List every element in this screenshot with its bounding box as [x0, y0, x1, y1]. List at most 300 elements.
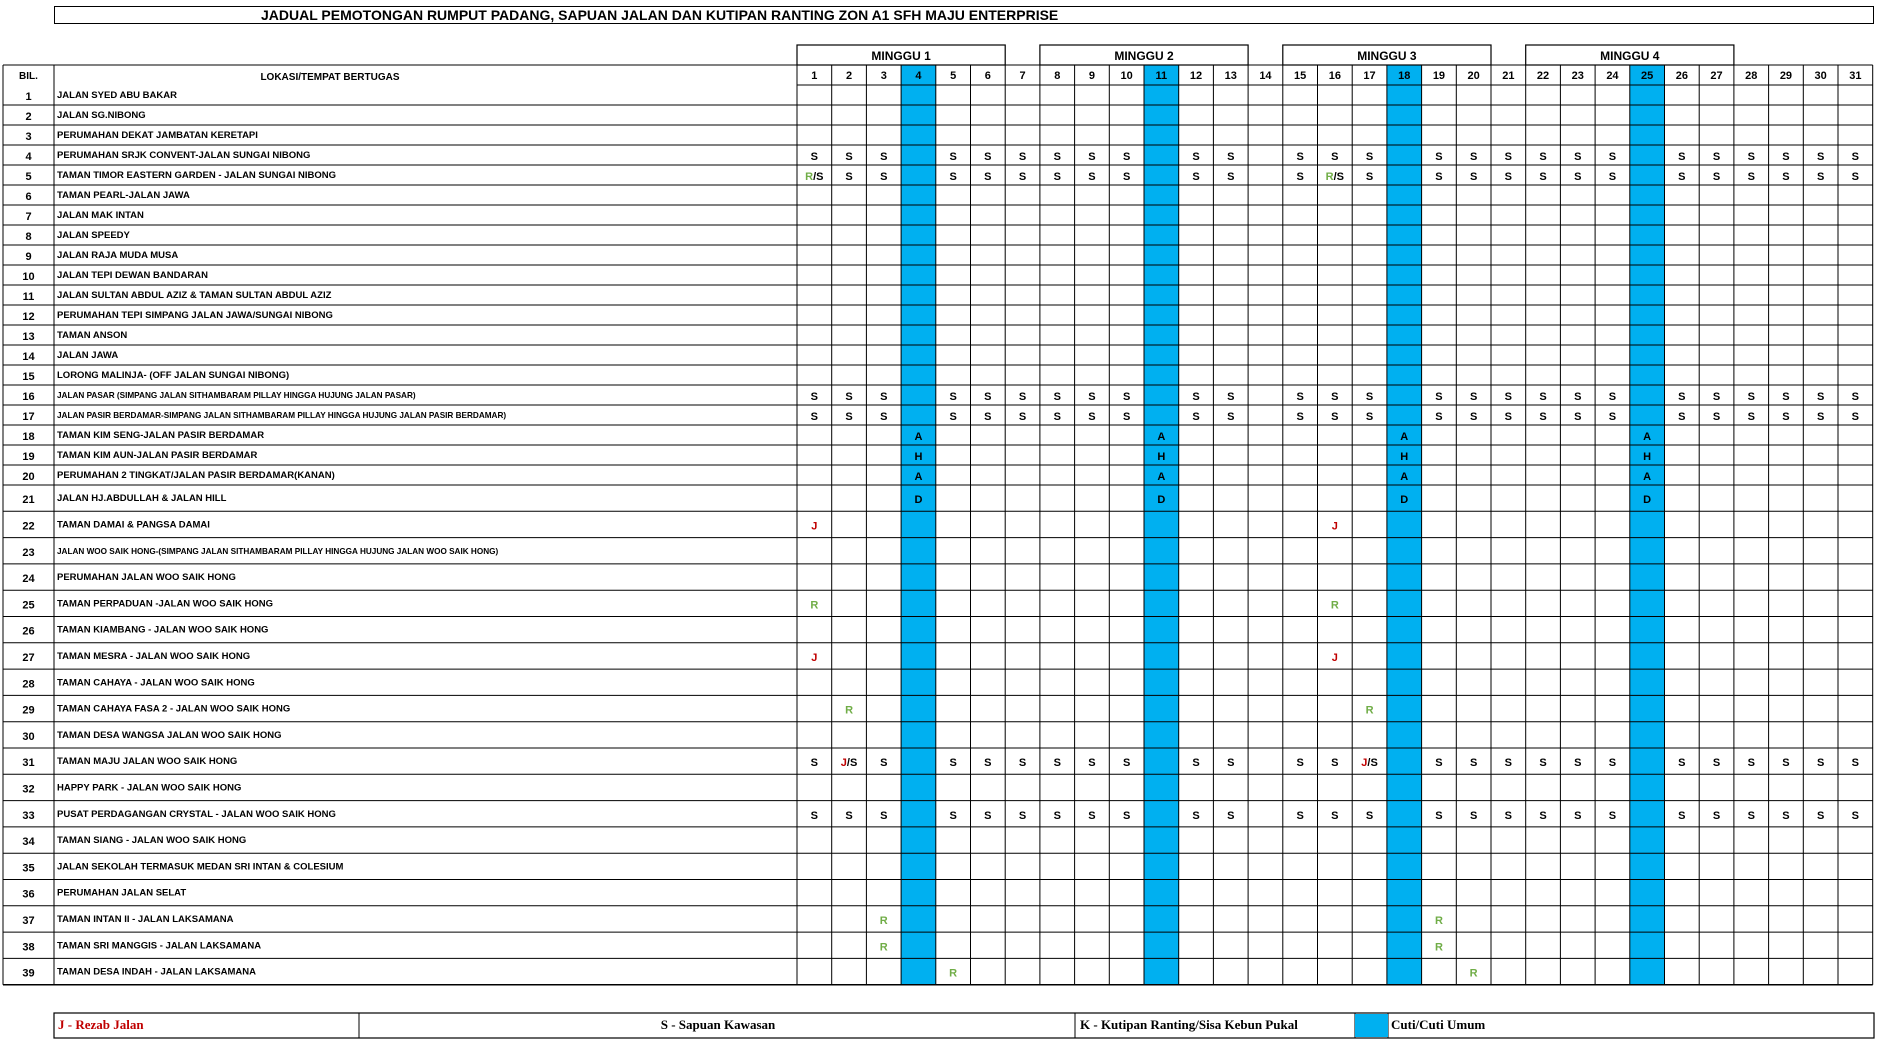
holiday-letter: A: [1643, 431, 1652, 443]
row-location: JALAN PASAR (SIMPANG JALAN SITHAMBARAM PILLAY HINGGA HUJUNG JALAN PASAR): [57, 391, 416, 400]
schedule-mark: S: [1851, 391, 1860, 403]
schedule-mark: S: [1782, 411, 1790, 423]
row-location: JALAN JAWA: [57, 350, 119, 361]
schedule-mark: S: [1816, 809, 1825, 822]
bil-header: BIL.: [19, 71, 38, 82]
schedule-mark: S: [1053, 809, 1061, 822]
row-location: TAMAN KIM SENG-JALAN PASIR BERDAMAR: [57, 430, 265, 441]
schedule-mark: S: [1816, 391, 1825, 403]
row-location: JALAN RAJA MUDA MUSA: [57, 250, 179, 261]
row-location: PERUMAHAN JALAN SELAT: [57, 887, 187, 899]
row-location: TAMAN PERPADUAN -JALAN WOO SAIK HONG: [57, 598, 274, 610]
row-number: 11: [22, 291, 35, 303]
day-header: 1: [811, 70, 818, 82]
schedule-mark: S: [1296, 391, 1304, 403]
week-header-label: MINGGU 4: [1600, 49, 1660, 63]
week-header-label: MINGGU 1: [871, 49, 931, 63]
schedule-mark: S: [1574, 391, 1582, 403]
schedule-mark: S: [1851, 809, 1860, 822]
day-header: 15: [1294, 70, 1307, 82]
schedule-mark: S: [984, 171, 992, 183]
schedule-mark: S: [1227, 391, 1235, 403]
day-header: 29: [1779, 70, 1793, 82]
row-location: TAMAN MAJU JALAN WOO SAIK HONG: [57, 756, 238, 768]
holiday-letter: A: [1157, 431, 1166, 443]
schedule-mark: S: [1331, 391, 1339, 403]
schedule-mark: S: [1018, 171, 1027, 183]
row-number: 21: [22, 494, 35, 507]
day-header: 20: [1467, 70, 1480, 82]
day-header: 13: [1224, 70, 1237, 82]
row-number: 20: [22, 471, 35, 483]
row-number: 35: [22, 862, 35, 875]
legend-box: [54, 1013, 1874, 1038]
row-location: TAMAN SRI MANGGIS - JALAN LAKSAMANA: [57, 940, 262, 952]
schedule-mark: S: [1539, 411, 1547, 423]
schedule-mark: S: [1678, 171, 1686, 183]
day-header: 11: [1155, 70, 1168, 82]
schedule-mark: S: [1469, 757, 1478, 770]
row-location: JALAN MAK INTAN: [57, 210, 144, 221]
schedule-mark: S: [1227, 411, 1235, 423]
row-number: 37: [22, 914, 35, 927]
day-header: 18: [1398, 70, 1411, 82]
schedule-mark: S: [1122, 391, 1131, 403]
page-title: JADUAL PEMOTONGAN RUMPUT PADANG, SAPUAN JALAN DAN KUTIPAN RANTING ZON A1 SFH MAJU ENTERPRISE: [261, 7, 1059, 23]
schedule-mark: S: [984, 757, 992, 770]
schedule-mark: S: [1435, 391, 1443, 403]
schedule-mark: S: [1365, 411, 1374, 423]
legend-s: S - Sapuan Kawasan: [660, 1017, 776, 1032]
schedule-mark: S: [1782, 757, 1790, 770]
schedule-mark: S: [1608, 809, 1617, 822]
schedule-mark: S: [1365, 171, 1374, 183]
schedule-mark: S: [1608, 411, 1617, 423]
row-location: JALAN SG.NIBONG: [57, 110, 146, 121]
row-location: JALAN SULTAN ABDUL AZIZ & TAMAN SULTAN ABDUL AZIZ: [57, 290, 332, 301]
holiday-letter: D: [1157, 494, 1166, 507]
schedule-mark: S: [1296, 809, 1304, 822]
schedule-mark: S: [1331, 151, 1339, 163]
row-number: 39: [22, 967, 35, 980]
schedule-mark: S: [1608, 151, 1617, 163]
row-location: HAPPY PARK - JALAN WOO SAIK HONG: [57, 782, 242, 794]
row-location: TAMAN DESA INDAH - JALAN LAKSAMANA: [57, 966, 256, 978]
day-header: 4: [915, 70, 922, 82]
schedule-mark: S: [949, 757, 957, 770]
row-location: PERUMAHAN SRJK CONVENT-JALAN SUNGAI NIBONG: [57, 150, 311, 161]
schedule-mark: S: [1816, 411, 1825, 423]
row-number: 34: [22, 836, 35, 849]
day-header: 27: [1710, 70, 1723, 82]
day-header: 5: [950, 70, 957, 82]
day-header: 9: [1088, 70, 1096, 82]
schedule-mark: S: [1678, 391, 1686, 403]
row-number: 30: [22, 730, 35, 743]
holiday-letter: A: [914, 431, 923, 443]
row-location: PUSAT PERDAGANGAN CRYSTAL - JALAN WOO SAIK HONG: [57, 808, 336, 820]
week-header-label: MINGGU 3: [1357, 49, 1417, 63]
holiday-letter: D: [1400, 494, 1409, 507]
schedule-mark: S: [1192, 809, 1200, 822]
day-header: 17: [1363, 70, 1376, 82]
schedule-mark: S: [1712, 757, 1721, 770]
schedule-mark: S: [1782, 809, 1790, 822]
schedule-mark: S: [1018, 391, 1027, 403]
schedule-mark: S: [1539, 151, 1547, 163]
row-number: 17: [22, 411, 35, 423]
schedule-mark: R: [1330, 599, 1339, 612]
day-header: 12: [1189, 70, 1203, 82]
day-header: 10: [1120, 70, 1133, 82]
row-number: 14: [22, 351, 35, 363]
row-number: 29: [22, 704, 35, 717]
schedule-mark: S: [1574, 809, 1582, 822]
schedule-mark: S: [880, 411, 888, 423]
schedule-mark: S: [984, 809, 992, 822]
schedule-mark: R: [879, 941, 888, 954]
schedule-mark: S: [949, 151, 957, 163]
schedule-mark: S: [1053, 151, 1061, 163]
row-number: 27: [22, 651, 35, 664]
day-header: 8: [1054, 70, 1061, 82]
row-location: TAMAN CAHAYA - JALAN WOO SAIK HONG: [57, 677, 255, 689]
holiday-letter: H: [1157, 451, 1166, 463]
row-number: 10: [22, 271, 35, 283]
schedule-mark: S: [1504, 809, 1513, 822]
row-number: 26: [22, 625, 35, 638]
schedule-mark: J/S: [1361, 757, 1378, 770]
schedule-mark: S: [1018, 757, 1027, 770]
row-number: 7: [25, 211, 32, 223]
schedule-mark: S: [1227, 171, 1235, 183]
schedule-mark: J: [811, 651, 818, 664]
day-header: 7: [1019, 70, 1026, 82]
schedule-mark: S: [1331, 809, 1339, 822]
schedule-mark: S: [1782, 391, 1790, 403]
row-location: PERUMAHAN DEKAT JAMBATAN KERETAPI: [57, 130, 258, 141]
schedule-mark: S: [1122, 171, 1131, 183]
schedule-mark: S: [1053, 171, 1061, 183]
row-location: JALAN SEKOLAH TERMASUK MEDAN SRI INTAN & COLESIUM: [57, 861, 344, 873]
schedule-mark: S: [1539, 757, 1547, 770]
schedule-mark: S: [1712, 391, 1721, 403]
legend-k: K - Kutipan Ranting/Sisa Kebun Pukal: [1080, 1017, 1298, 1032]
day-header: 28: [1745, 70, 1758, 82]
schedule-mark: S: [1365, 809, 1374, 822]
schedule-mark: S: [949, 809, 957, 822]
row-number: 12: [22, 311, 35, 323]
schedule-mark: S: [810, 411, 819, 423]
row-location: TAMAN INTAN II - JALAN LAKSAMANA: [57, 913, 234, 925]
schedule-mark: S: [1816, 757, 1825, 770]
row-location: TAMAN TIMOR EASTERN GARDEN - JALAN SUNGAI NIBONG: [57, 170, 337, 181]
schedule-mark: S: [1574, 757, 1582, 770]
day-header: 21: [1502, 70, 1515, 82]
row-number: 36: [22, 888, 35, 901]
schedule-mark: S: [1712, 151, 1721, 163]
row-location: PERUMAHAN JALAN WOO SAIK HONG: [57, 572, 236, 584]
day-header: 14: [1259, 70, 1272, 82]
schedule-mark: S: [845, 151, 853, 163]
schedule-mark: S: [810, 809, 819, 822]
schedule-mark: S: [810, 391, 819, 403]
holiday-letter: A: [1400, 431, 1409, 443]
schedule-mark: S: [1539, 809, 1547, 822]
schedule-mark: R: [879, 914, 888, 927]
schedule-mark: S: [1053, 757, 1061, 770]
schedule-mark: S: [1088, 757, 1096, 770]
holiday-letter: H: [1643, 451, 1652, 463]
day-header: 26: [1675, 70, 1688, 82]
holiday-letter: D: [1643, 494, 1652, 507]
schedule-mark: R: [810, 599, 819, 612]
schedule-mark: S: [984, 151, 992, 163]
schedule-mark: S: [1574, 171, 1582, 183]
schedule-mark: S: [845, 809, 853, 822]
row-number: 2: [25, 111, 32, 123]
schedule-mark: S: [1192, 757, 1200, 770]
schedule-mark: R: [1469, 967, 1478, 980]
schedule-mark: S: [1469, 391, 1478, 403]
row-number: 32: [22, 783, 35, 796]
schedule-mark: S: [1608, 171, 1617, 183]
schedule-mark: S: [1122, 411, 1131, 423]
schedule-mark: S: [1851, 411, 1860, 423]
row-location: JALAN WOO SAIK HONG-(SIMPANG JALAN SITHAMBARAM PILLAY HINGGA HUJUNG JALAN WOO SAIK HONG): [57, 546, 499, 556]
day-header: 16: [1328, 70, 1341, 82]
row-location: JALAN TEPI DEWAN BANDARAN: [57, 270, 208, 281]
schedule-mark: S: [845, 171, 853, 183]
schedule-mark: S: [1851, 757, 1860, 770]
schedule-mark: S: [1574, 411, 1582, 423]
schedule-mark: S: [845, 391, 853, 403]
schedule-mark: S: [1608, 391, 1617, 403]
row-number: 31: [22, 757, 35, 770]
schedule-mark: S: [1747, 151, 1755, 163]
schedule-mark: R: [1365, 704, 1374, 717]
schedule-mark: S: [1678, 809, 1686, 822]
schedule-mark: S: [1574, 151, 1582, 163]
schedule-mark: S: [1365, 391, 1374, 403]
schedule-mark: S: [1435, 411, 1443, 423]
schedule-mark: S: [1296, 171, 1304, 183]
row-location: JALAN SYED ABU BAKAR: [57, 90, 177, 101]
schedule-mark: S: [1088, 151, 1096, 163]
schedule-mark: S: [1816, 171, 1825, 183]
schedule-mark: S: [1782, 151, 1790, 163]
row-number: 28: [22, 678, 35, 691]
day-header: 31: [1849, 70, 1862, 82]
row-location: TAMAN PEARL-JALAN JAWA: [57, 190, 190, 201]
schedule-mark: R/S: [1325, 171, 1345, 183]
schedule-mark: S: [1747, 809, 1755, 822]
row-location: JALAN SPEEDY: [57, 230, 130, 241]
schedule-mark: J: [1331, 520, 1338, 533]
schedule-mark: S: [1227, 151, 1235, 163]
schedule-mark: S: [1435, 171, 1443, 183]
schedule-mark: S: [949, 391, 957, 403]
holiday-letter: D: [914, 494, 923, 507]
schedule-mark: J/S: [840, 757, 858, 770]
schedule-mark: S: [1816, 151, 1825, 163]
day-header: 22: [1536, 70, 1550, 82]
day-header: 6: [984, 70, 991, 82]
schedule-mark: R: [949, 967, 958, 980]
schedule-mark: S: [880, 171, 888, 183]
schedule-mark: S: [880, 151, 888, 163]
schedule-mark: S: [1088, 809, 1096, 822]
schedule-mark: S: [1435, 809, 1443, 822]
holiday-letter: A: [1400, 471, 1409, 483]
schedule-mark: S: [810, 757, 819, 770]
day-header: 19: [1432, 70, 1446, 82]
day-header: 30: [1814, 70, 1827, 82]
row-number: 16: [22, 391, 35, 403]
schedule-mark: S: [1469, 151, 1478, 163]
schedule-mark: S: [880, 757, 888, 770]
schedule-mark: R: [1434, 941, 1443, 954]
schedule-mark: S: [1747, 757, 1755, 770]
schedule-mark: S: [949, 411, 957, 423]
schedule-mark: S: [1747, 171, 1755, 183]
schedule-mark: S: [1469, 411, 1478, 423]
schedule-mark: S: [1192, 151, 1200, 163]
row-location: PERUMAHAN 2 TINGKAT/JALAN PASIR BERDAMAR(KANAN): [57, 470, 335, 481]
schedule-mark: S: [1053, 391, 1061, 403]
schedule-mark: S: [1504, 171, 1513, 183]
row-number: 9: [25, 251, 32, 263]
schedule-mark: S: [1296, 411, 1304, 423]
row-location: PERUMAHAN TEPI SIMPANG JALAN JAWA/SUNGAI NIBONG: [57, 310, 333, 321]
schedule-mark: S: [1192, 171, 1200, 183]
schedule-mark: S: [1018, 809, 1027, 822]
row-number: 18: [22, 431, 35, 443]
schedule-mark: S: [949, 171, 957, 183]
schedule-mark: J: [811, 520, 818, 533]
row-number: 8: [25, 231, 32, 243]
row-location: TAMAN ANSON: [57, 330, 128, 341]
row-number: 15: [22, 371, 35, 383]
day-header: 23: [1571, 70, 1584, 82]
schedule-mark: S: [1678, 151, 1686, 163]
row-location: TAMAN SIANG - JALAN WOO SAIK HONG: [57, 835, 247, 847]
schedule-mark: S: [1435, 151, 1443, 163]
row-location: TAMAN DESA WANGSA JALAN WOO SAIK HONG: [57, 729, 282, 741]
schedule-mark: S: [984, 411, 992, 423]
schedule-mark: S: [1018, 151, 1027, 163]
schedule-mark: S: [1122, 757, 1131, 770]
schedule-mark: S: [1331, 757, 1339, 770]
holiday-letter: A: [1157, 471, 1166, 483]
schedule-mark: S: [1192, 391, 1200, 403]
row-location: TAMAN MESRA - JALAN WOO SAIK HONG: [57, 650, 251, 662]
schedule-mark: S: [1712, 411, 1721, 423]
row-location: LORONG MALINJA- (OFF JALAN SUNGAI NIBONG): [57, 370, 290, 381]
row-number: 38: [22, 941, 35, 954]
schedule-mark: S: [1712, 809, 1721, 822]
row-location: TAMAN KIAMBANG - JALAN WOO SAIK HONG: [57, 624, 269, 636]
schedule-mark: S: [810, 151, 819, 163]
schedule-mark: S: [1053, 411, 1061, 423]
schedule-mark: S: [1539, 391, 1547, 403]
day-header: 25: [1641, 70, 1654, 82]
schedule-mark: S: [1122, 151, 1131, 163]
row-number: 1: [25, 91, 32, 103]
schedule-mark: S: [1747, 411, 1755, 423]
schedule-mark: S: [1851, 171, 1860, 183]
schedule-mark: S: [880, 809, 888, 822]
schedule-mark: S: [1782, 171, 1790, 183]
schedule-mark: S: [1539, 171, 1547, 183]
legend-cuti: Cuti/Cuti Umum: [1391, 1017, 1486, 1032]
schedule-mark: S: [1122, 809, 1131, 822]
schedule-mark: S: [1018, 411, 1027, 423]
schedule-mark: S: [1504, 411, 1513, 423]
schedule-mark: R/S: [805, 171, 824, 183]
day-header: 3: [880, 70, 887, 82]
schedule-mark: S: [1296, 757, 1304, 770]
row-location: TAMAN DAMAI & PANGSA DAMAI: [57, 519, 210, 531]
schedule-mark: S: [1747, 391, 1755, 403]
schedule-mark: S: [1088, 171, 1096, 183]
schedule-mark: S: [1504, 757, 1513, 770]
schedule-mark: J: [1331, 651, 1338, 664]
row-location: TAMAN KIM AUN-JALAN PASIR BERDAMAR: [57, 450, 258, 461]
schedule-mark: S: [1678, 411, 1686, 423]
row-number: 22: [22, 520, 35, 533]
schedule-mark: S: [1088, 391, 1096, 403]
schedule-mark: S: [880, 391, 888, 403]
row-number: 33: [22, 809, 35, 822]
legend-holiday-swatch: [1355, 1014, 1388, 1037]
schedule-mark: R: [845, 704, 854, 717]
row-location: JALAN HJ.ABDULLAH & JALAN HILL: [57, 493, 227, 505]
row-number: 5: [25, 171, 32, 183]
row-location: JALAN PASIR BERDAMAR-SIMPANG JALAN SITHAMBARAM PILLAY HINGGA HUJUNG JALAN PASIR BERDAMAR): [57, 411, 507, 420]
week-header-label: MINGGU 2: [1114, 49, 1174, 63]
schedule-mark: S: [1227, 809, 1235, 822]
schedule-mark: S: [1435, 757, 1443, 770]
holiday-letter: H: [914, 451, 923, 463]
schedule-mark: S: [1331, 411, 1339, 423]
schedule-mark: S: [1088, 411, 1096, 423]
row-number: 23: [22, 546, 35, 559]
schedule-mark: S: [984, 391, 992, 403]
schedule-mark: S: [1469, 809, 1478, 822]
schedule-mark: S: [845, 411, 853, 423]
holiday-letter: H: [1400, 451, 1409, 463]
row-location: TAMAN CAHAYA FASA 2 - JALAN WOO SAIK HONG: [57, 703, 291, 715]
schedule-mark: S: [1678, 757, 1686, 770]
row-number: 13: [22, 331, 35, 343]
row-number: 4: [25, 151, 32, 163]
row-number: 6: [25, 191, 32, 203]
day-header: 24: [1606, 70, 1619, 82]
holiday-letter: A: [914, 471, 923, 483]
row-number: 3: [25, 131, 32, 143]
holiday-letter: A: [1643, 471, 1652, 483]
schedule-mark: S: [1192, 411, 1200, 423]
schedule-mark: S: [1712, 171, 1721, 183]
schedule-mark: S: [1227, 757, 1235, 770]
row-number: 19: [22, 451, 35, 463]
schedule-mark: S: [1365, 151, 1374, 163]
schedule-mark: S: [1469, 171, 1478, 183]
day-header: 2: [845, 70, 853, 82]
schedule-mark: S: [1851, 151, 1860, 163]
schedule-mark: R: [1434, 914, 1443, 927]
